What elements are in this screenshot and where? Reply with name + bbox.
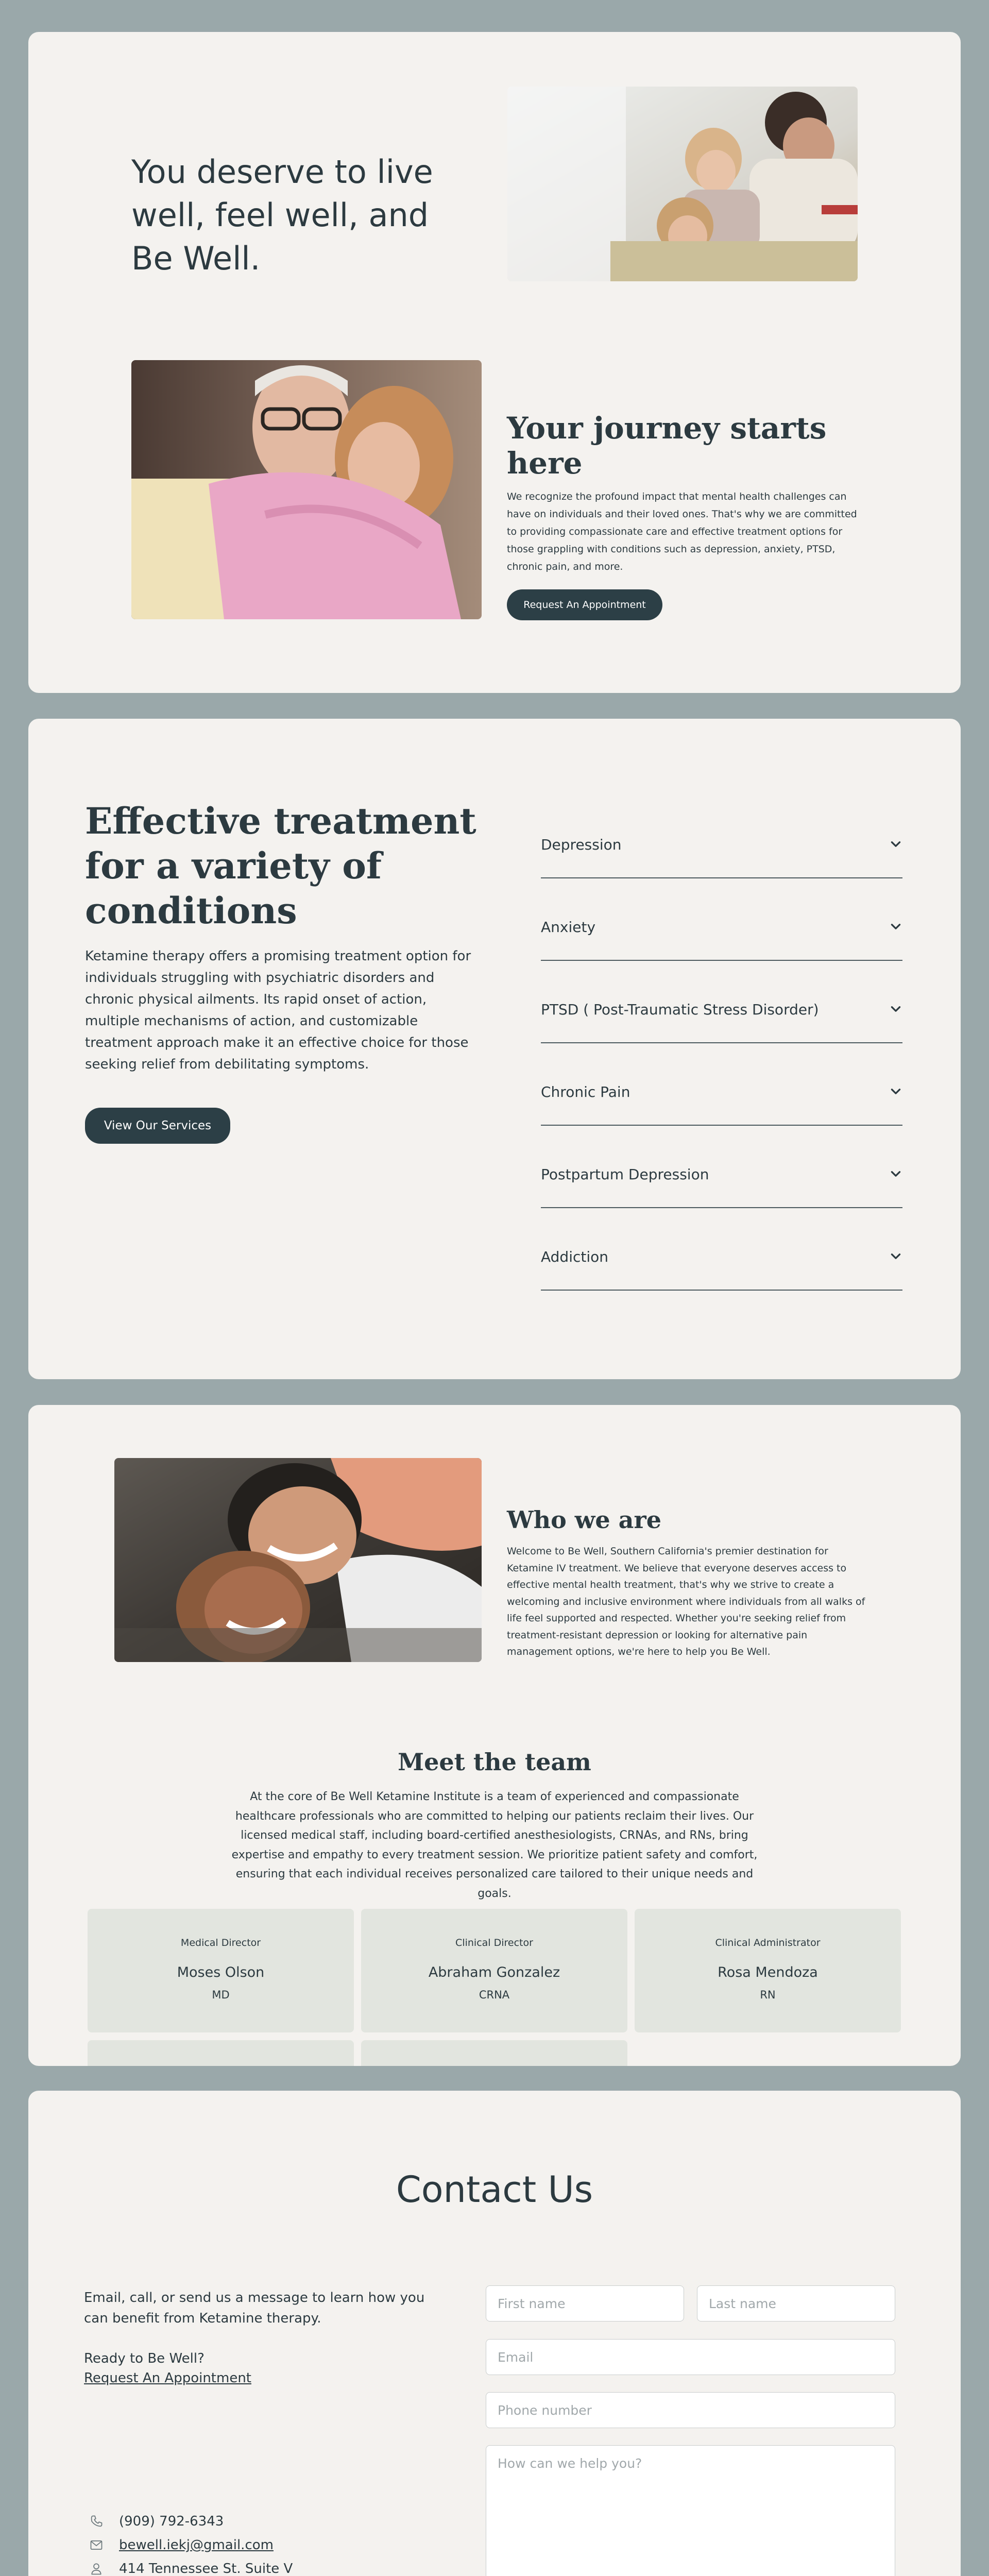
journey-title: Your journey starts here [507, 411, 827, 481]
team-member-credential: CRNA [479, 1989, 510, 2001]
hero-title: You deserve to live well, feel well, and Be Well. [131, 153, 433, 277]
team-text: At the core of Be Well Ketamine Institute is a team of experienced and compassionate healthcare professionals who are committed to helping our patients reclaim their lives. Our licensed medical staff, including board-certified anesthesiologists, CRNAs, and RNs, bring expertise and empathy to every treatment session. We prioritize patient safety and comfort, ensuring that each individual receives personalized care tailored to their unique needs and goals. [231, 1790, 758, 1900]
contact-title: Contact Us [396, 2168, 593, 2211]
request-appointment-link[interactable]: Request An Appointment [84, 2370, 251, 2386]
accordion-label: PTSD ( Post-Traumatic Stress Disorder) [541, 1001, 819, 1018]
about-text: Welcome to Be Well, Southern California's premier destination for Ketamine IV treatment. We believe that everyone deserves access to effective mental health treatment, that's why we strive to create a welcoming and inclusive environment where individuals from all walks of life feel supported and respected. Whether you're seeking relief from treatment-resistant depression or looking for alternative pain management options, we're here to help you Be Well. [507, 1546, 865, 1657]
chevron-down-icon [889, 1250, 902, 1263]
treatment-title: Effective treatment for a variety of conditions [85, 800, 476, 932]
team-member-card-partial [361, 2040, 627, 2066]
mail-icon [89, 2537, 110, 2553]
contact-intro: Email, call, or send us a message to learn how you can benefit from Ketamine therapy. [84, 2290, 425, 2326]
contact-section [28, 2091, 961, 2576]
accordion-label: Postpartum Depression [541, 1165, 709, 1183]
first-name-input[interactable] [486, 2285, 684, 2321]
location-icon [89, 2561, 110, 2576]
accordion-item-ptsd[interactable] [541, 961, 902, 1043]
accordion-item-depression[interactable] [541, 796, 902, 878]
team-member-role: Clinical Administrator [715, 1937, 821, 1948]
phone-input[interactable] [486, 2392, 895, 2428]
about-section [28, 1405, 961, 2066]
treatment-section [28, 719, 961, 1379]
address [119, 2561, 293, 2576]
team-member-card [88, 1909, 354, 2032]
chevron-down-icon [889, 920, 902, 934]
address-line-1: 414 Tennessee St. Suite V [119, 2561, 293, 2576]
email-input[interactable] [486, 2339, 895, 2375]
request-appointment-button[interactable]: Request An Appointment [507, 589, 662, 620]
phone-icon [89, 2513, 110, 2530]
team-member-card [361, 1909, 627, 2032]
team-member-name: Rosa Mendoza [718, 1964, 818, 1980]
email-link[interactable]: bewell.iekj@gmail.com [119, 2537, 274, 2553]
team-member-credential: RN [760, 1989, 776, 2001]
accordion-label: Anxiety [541, 918, 596, 936]
team-member-role: Medical Director [180, 1937, 261, 1948]
accordion-item-anxiety[interactable] [541, 878, 902, 961]
phone-row [89, 2513, 224, 2530]
address-row [89, 2561, 293, 2576]
team-member-name: Abraham Gonzalez [428, 1964, 560, 1980]
team-title: Meet the team [398, 1748, 591, 1776]
accordion-label: Depression [541, 836, 622, 853]
two-women-smiling-photo [114, 1458, 482, 1662]
team-member-card [635, 1909, 901, 2032]
view-services-button[interactable]: View Our Services [85, 1108, 230, 1144]
about-title: Who we are [507, 1506, 661, 1534]
treatment-text: Ketamine therapy offers a promising treatment option for individuals struggling with psychiatric disorders and chronic physical ailments. Its rapid onset of action, multiple mechanisms of action, and customizable treatment approach make it an effective choice for those seeking relief from debilitating symptoms. [85, 948, 471, 1072]
family-photo [507, 87, 858, 281]
team-member-card-partial [88, 2040, 354, 2066]
team-member-name: Moses Olson [177, 1964, 265, 1980]
email-row [89, 2537, 274, 2553]
accordion-item-chronic-pain[interactable] [541, 1043, 902, 1126]
accordion-label: Chronic Pain [541, 1083, 630, 1100]
chevron-down-icon [889, 1003, 902, 1016]
conditions-accordion [541, 796, 902, 1291]
accordion-item-addiction[interactable] [541, 1208, 902, 1291]
message-textarea[interactable] [486, 2445, 895, 2576]
hero-section [28, 32, 961, 693]
last-name-input[interactable] [697, 2285, 895, 2321]
chevron-down-icon [889, 1167, 902, 1181]
chevron-down-icon [889, 838, 902, 851]
ready-text: Ready to Be Well? [84, 2351, 204, 2366]
chevron-down-icon [889, 1085, 902, 1098]
accordion-item-postpartum-depression[interactable] [541, 1126, 902, 1208]
couple-hug-photo [131, 360, 482, 619]
accordion-label: Addiction [541, 1248, 609, 1265]
team-member-credential: MD [212, 1989, 230, 2001]
team-member-role: Clinical Director [455, 1937, 533, 1948]
journey-text: We recognize the profound impact that mental health challenges can have on individuals and their loved ones. That's why we are committed to providing compassionate care and effective treatment options for those grappling with conditions such as depression, anxiety, PTSD, chronic pain, and more. [507, 491, 857, 572]
phone-number: (909) 792-6343 [119, 2514, 224, 2529]
